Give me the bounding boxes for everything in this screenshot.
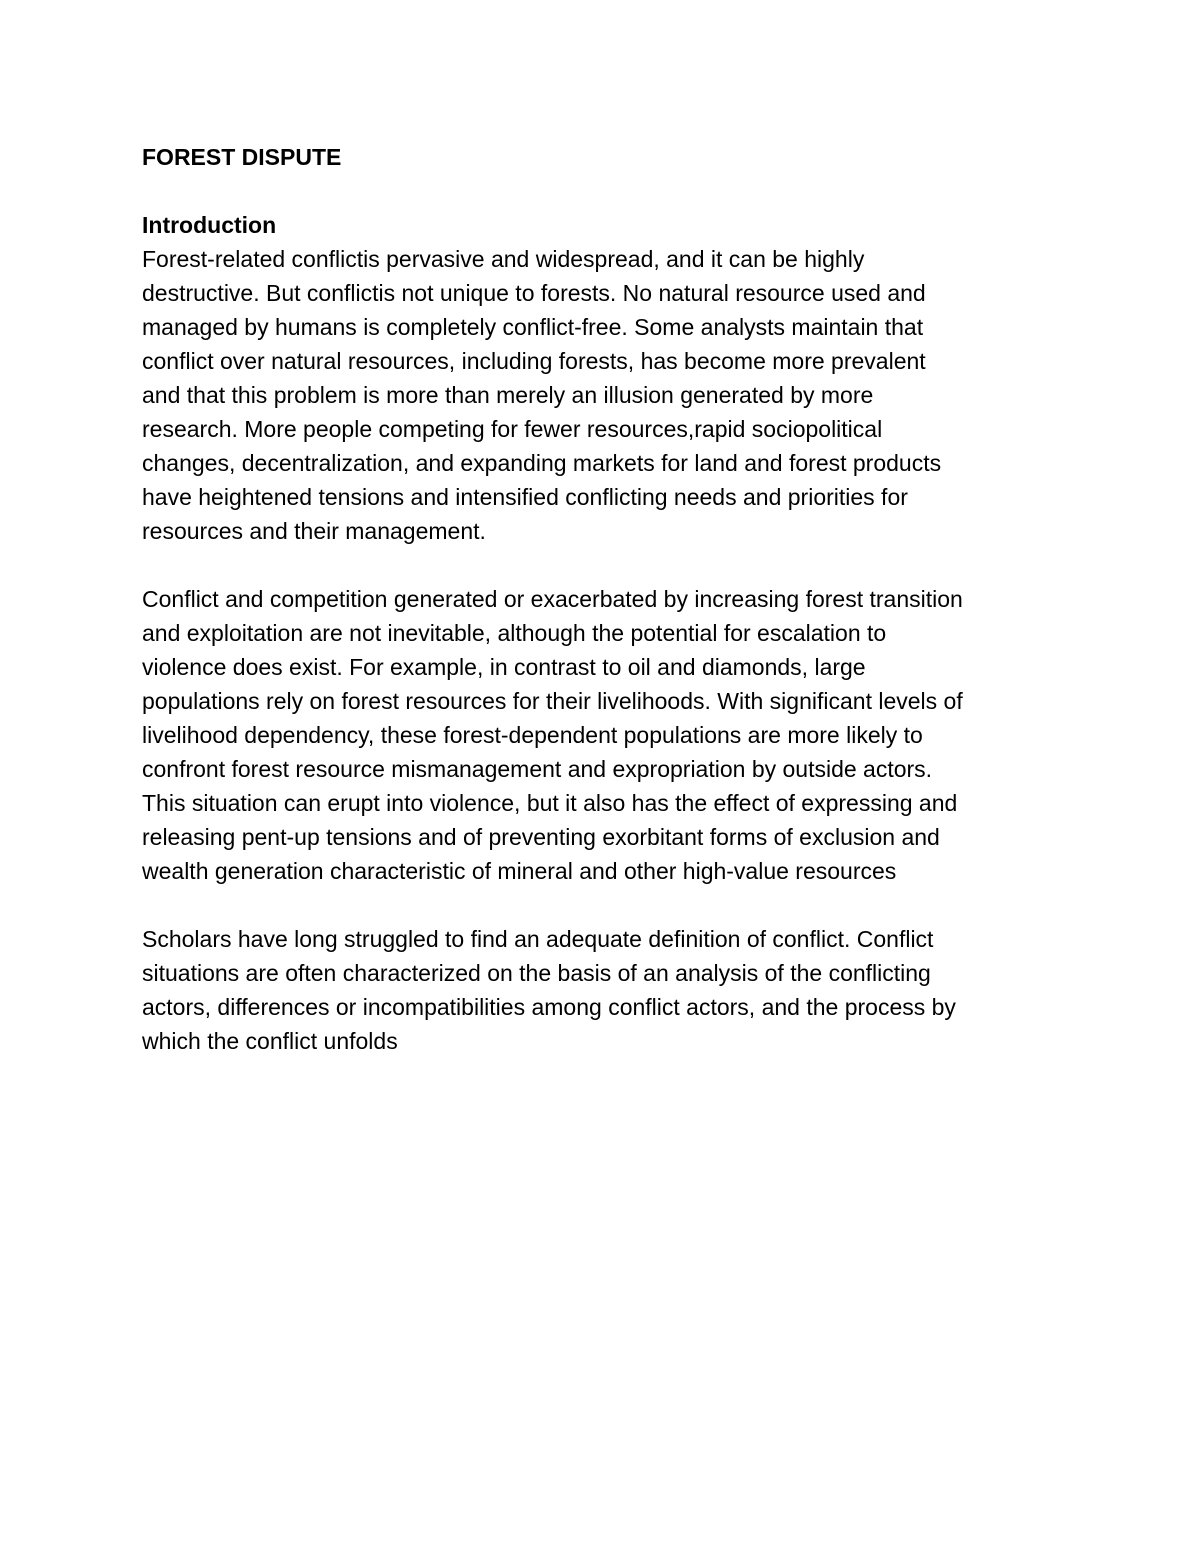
paragraph-line: confront forest resource mismanagement and expropriation by outside actors. [142, 756, 933, 782]
paragraph-line: situations are often characterized on the basis of an analysis of the conflicting [142, 960, 931, 986]
document-body [142, 140, 1072, 1058]
paragraph-line: and that this problem is more than merely an illusion generated by more [142, 382, 874, 408]
paragraph-line: resources and their management. [142, 518, 486, 544]
paragraph-2 [142, 582, 1072, 888]
paragraph-line: Scholars have long struggled to find an adequate definition of conflict. Conflict [142, 926, 934, 952]
paragraph-line: research. More people competing for fewer resources,rapid sociopolitical [142, 416, 883, 442]
paragraph-line: conflict over natural resources, including forests, has become more prevalent [142, 348, 926, 374]
paragraph-line: Conflict and competition generated or exacerbated by increasing forest transition [142, 586, 963, 612]
section-heading: Introduction [142, 212, 277, 238]
paragraph-line: populations rely on forest resources for their livelihoods. With significant levels of [142, 688, 963, 714]
paragraph-line: releasing pent-up tensions and of preventing exorbitant forms of exclusion and [142, 824, 940, 850]
paragraph-line: livelihood dependency, these forest-dependent populations are more likely to [142, 722, 923, 748]
paragraph-line: This situation can erupt into violence, but it also has the effect of expressing and [142, 790, 958, 816]
paragraph-1 [142, 242, 1072, 548]
paragraph-line: have heightened tensions and intensified conflicting needs and priorities for [142, 484, 908, 510]
paragraph-line: which the conflict unfolds [142, 1028, 398, 1054]
paragraph-line: and exploitation are not inevitable, although the potential for escalation to [142, 620, 887, 646]
paragraph-line: changes, decentralization, and expanding markets for land and forest products [142, 450, 942, 476]
paragraph-line: actors, differences or incompatibilities among conflict actors, and the process by [142, 994, 956, 1020]
paragraph-line: managed by humans is completely conflict-free. Some analysts maintain that [142, 314, 924, 340]
paragraph-line: wealth generation characteristic of mineral and other high-value resources [142, 858, 897, 884]
paragraph-line: Forest-related conflictis pervasive and widespread, and it can be highly [142, 246, 865, 272]
document-title: FOREST DISPUTE [142, 144, 342, 170]
paragraph-line: destructive. But conflictis not unique to forests. No natural resource used and [142, 280, 926, 306]
paragraph-line: violence does exist. For example, in contrast to oil and diamonds, large [142, 654, 866, 680]
paragraph-3 [142, 922, 1072, 1058]
